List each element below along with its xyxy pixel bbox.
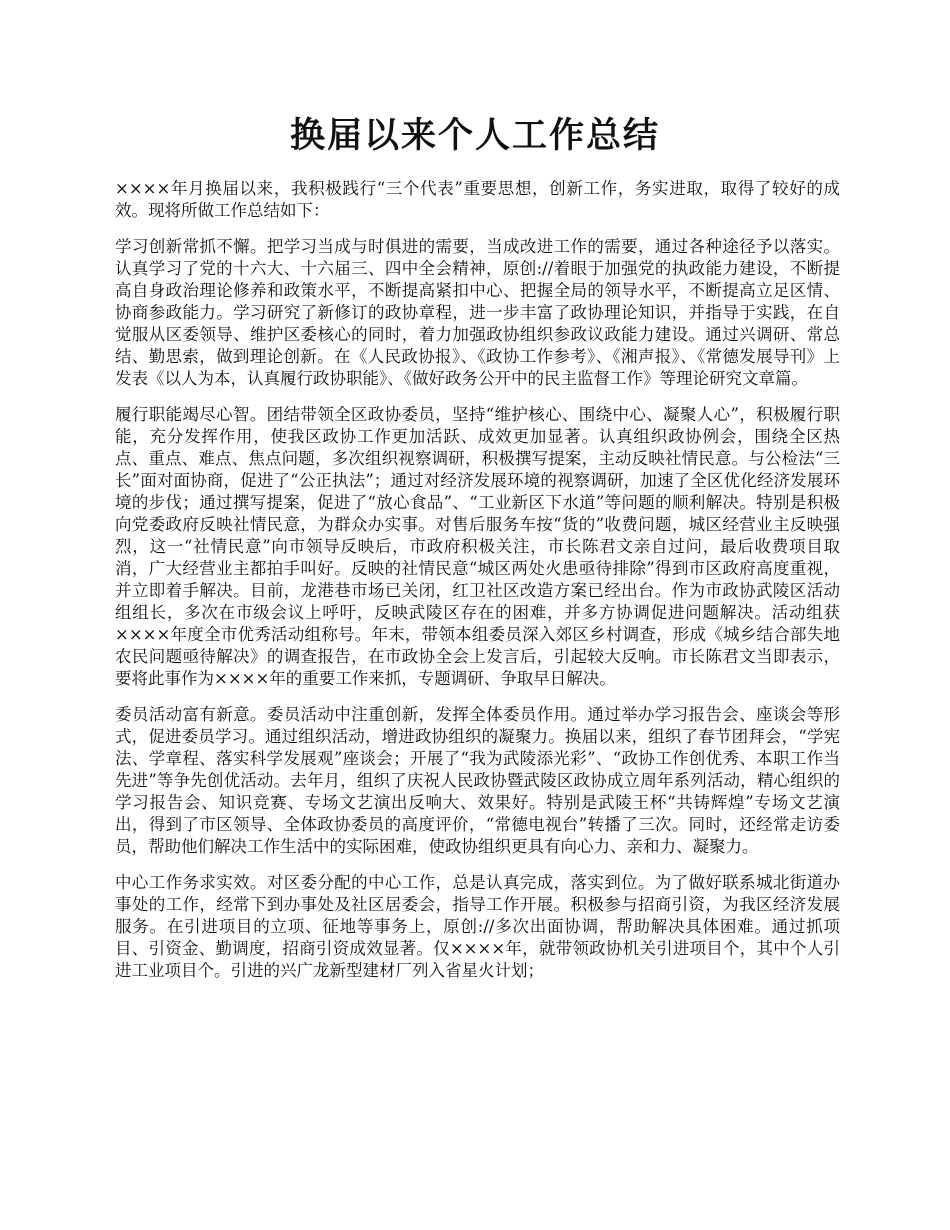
paragraph-central-work: 中心工作务求实效。对区委分配的中心工作，总是认真完成，落实到位。为了做好联系城北街道办事处的工作，经常下到办事处及社区居委会，指导工作开展。积极参与招商引资，为我区经济发展服务。在引进项目的立项、征地等事务上，原创://多次出面协调，帮助解决具体困难。通过抓项目、引资金、勤调度，招商引资成效显著。仅××××年，就带领政协机关引进项目个，其中个人引进工业项目个。引进的兴广龙新型建材厂列入省星火计划；: [115, 873, 840, 980]
document-body: [115, 178, 840, 996]
paragraph-study-innovation: 学习创新常抓不懈。把学习当成与时俱进的需要，当成改进工作的需要，通过各种途径予以落实。认真学习了党的十六大、十六届三、四中全会精神，原创://着眼于加强党的执政能力建设，不断提高自身政治理论修养和政策水平，不断提高紧扣中心、把握全局的领导水平，不断提高立足区情、协商参政能力。学习研究了新修订的政协章程，进一步丰富了政协理论知识，并指导于实践，在自觉服从区委领导、维护区委核心的同时，着力加强政协组织参政议政能力建设。通过兴调研、常总结、勤思索，做到理论创新。在《人民政协报》、《政协工作参考》、《湘声报》、《常德发展导刊》上发表《以人为本，认真履行政协职能》、《做好政务公开中的民主监督工作》等理论研究文章篇。: [115, 237, 840, 388]
paragraph-member-activities: 委员活动富有新意。委员活动中注重创新，发挥全体委员作用。通过举办学习报告会、座谈会等形式，促进委员学习。通过组织活动，增进政协组织的凝聚力。换届以来，组织了春节团拜会，“学宪法、学章程、落实科学发展观”座谈会；开展了“我为武陵添光彩”、“政协工作创优秀、本职工作当先进”等争先创优活动。去年月，组织了庆祝人民政协暨武陵区政协成立周年系列活动，精心组织的学习报告会、知识竞赛、专场文艺演出反响大、效果好。特别是武陵王杯“共铸辉煌”专场文艺演出，得到了市区领导、全体政协委员的高度评价，“常德电视台”转播了三次。同时，还经常走访委员，帮助他们解决工作生活中的实际困难，使政协组织更具有向心力、亲和力、凝聚力。: [115, 705, 840, 856]
paragraph-intro: ××××年月换届以来，我积极践行“三个代表”重要思想，创新工作，务实进取，取得了较好的成效。现将所做工作总结如下：: [115, 179, 840, 220]
document-title: 换届以来个人工作总结: [289, 115, 660, 156]
paragraph-fulfill-duties: 履行职能竭尽心智。团结带领全区政协委员，坚持“维护核心、围绕中心、凝聚人心”，积极履行职能，充分发挥作用，使我区政协工作更加活跃、成效更加显著。认真组织政协例会，围绕全区热点、重点、难点、焦点问题，多次组织视察调研，积极撰写提案，主动反映社情民意。与公检法“三长”面对面协商，促进了“公正执法”；通过对经济发展环境的视察调研，加速了全区优化经济发展环境的步伐；通过撰写提案，促进了“放心食品”、“工业新区下水道”等问题的顺利解决。特别是积极向党委政府反映社情民意，为群众办实事。对售后服务车按“货的”收费问题，城区经营业主反映强烈，这一“社情民意”向市领导反映后，市政府积极关注，市长陈君文亲自过问，最后收费项目取消，广大经营业主都拍手叫好。反映的社情民意“城区两处火患亟待排除”得到市区政府高度重视，并立即着手解决。目前，龙港巷市场已关闭，红卫社区改造方案已经出台。作为市政协武陵区活动组组长，多次在市级会议上呼吁，反映武陵区存在的困难，并多方协调促进问题解决。活动组获××××年度全市优秀活动组称号。年末，带领本组委员深入郊区乡村调查，形成《城乡结合部失地农民问题亟待解决》的调查报告，在市政协全会上发言后，引起较大反响。市长陈君文当即表示，要将此事作为××××年的重要工作来抓，专题调研、争取早日解决。: [115, 405, 840, 688]
